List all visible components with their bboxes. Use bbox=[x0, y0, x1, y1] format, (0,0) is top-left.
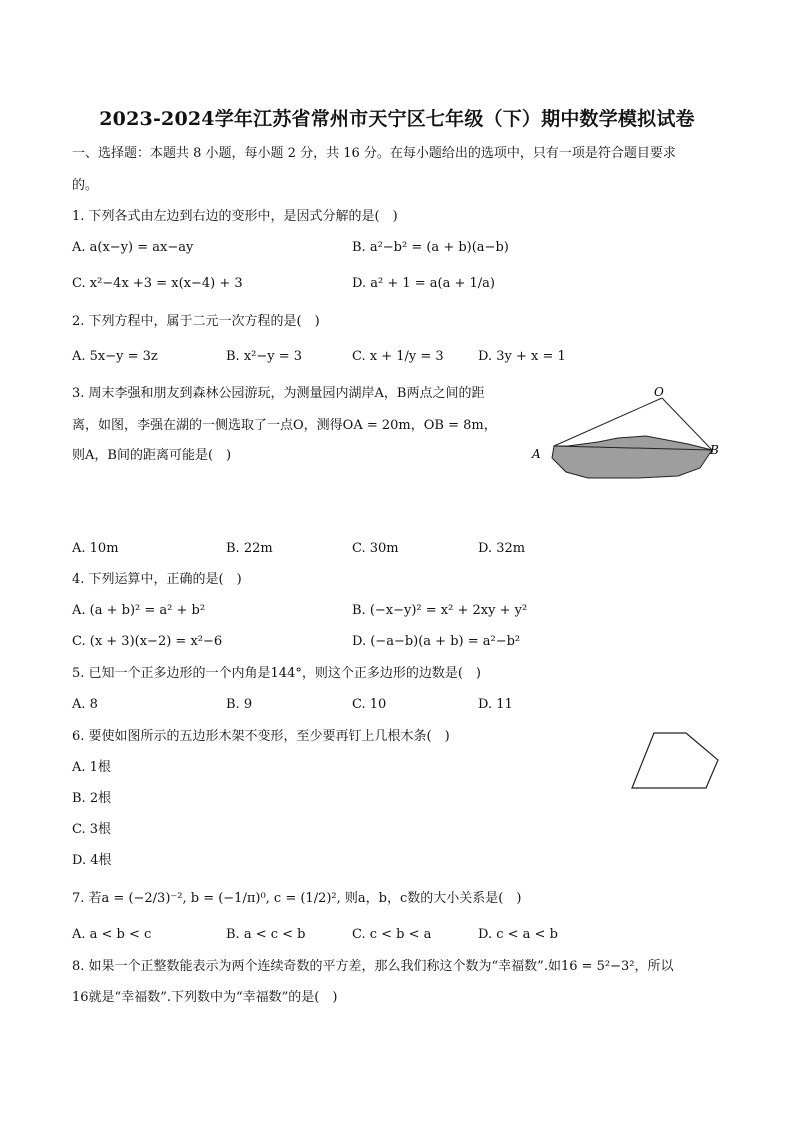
question-4-option-a: A. (a + b)² = a² + b² bbox=[72, 603, 206, 618]
question-6-option-d: D. 4根 bbox=[72, 853, 112, 868]
question-7-stem: 7. 若a = (−2/3)⁻², b = (−1/π)⁰, c = (1/2)², 则a，b，c数的大小关系是( ) bbox=[72, 891, 522, 906]
label-B: B bbox=[710, 443, 719, 457]
question-6-stem: 6. 要使如图所示的五边形木架不变形，至少要再钉上几根木条( ) bbox=[72, 729, 450, 744]
section-instructions: 一、选择题：本题共 8 小题，每小题 2 分，共 16 分。在每小题给出的选项中，只有一项是符合题目要求 bbox=[72, 146, 676, 161]
page-title: 2023-2024学年江苏省常州市天宁区七年级（下）期中数学模拟试卷 bbox=[99, 108, 695, 130]
question-3-option-d: D. 32m bbox=[478, 541, 526, 556]
pentagon-frame bbox=[632, 733, 718, 788]
question-7-option-a: A. a < b < c bbox=[72, 927, 152, 942]
question-1-option-b: B. a²−b² = (a + b)(a−b) bbox=[352, 240, 509, 255]
question-1-option-c: C. x²−4x +3 = x(x−4) + 3 bbox=[72, 276, 243, 291]
question-5-option-a: A. 8 bbox=[72, 697, 98, 712]
question-7-option-b: B. a < c < b bbox=[226, 927, 306, 942]
question-2-option-c: C. x + 1/y = 3 bbox=[352, 349, 444, 364]
question-6-option-c: C. 3根 bbox=[72, 822, 112, 837]
section-instructions-cont: 的。 bbox=[72, 178, 99, 193]
question-8-stem-line2: 16就是“幸福数”.下列数中为“幸福数”的是( ) bbox=[72, 990, 338, 1005]
question-1-option-a: A. a(x−y) = ax−ay bbox=[72, 240, 194, 255]
pentagon-figure bbox=[626, 728, 726, 794]
question-2-option-b: B. x²−y = 3 bbox=[226, 349, 303, 364]
question-6-option-a: A. 1根 bbox=[72, 760, 111, 775]
lake-figure bbox=[528, 382, 728, 482]
question-5-stem: 5. 已知一个正多边形的一个内角是144°，则这个正多边形的边数是( ) bbox=[72, 666, 481, 681]
question-2-option-a: A. 5x−y = 3z bbox=[72, 349, 158, 364]
question-5-option-c: C. 10 bbox=[352, 697, 387, 712]
question-4-option-b: B. (−x−y)² = x² + 2xy + y² bbox=[352, 603, 528, 618]
question-1-option-d: D. a² + 1 = a(a + 1/a) bbox=[352, 276, 495, 291]
question-2-option-d: D. 3y + x = 1 bbox=[478, 349, 566, 364]
question-6-option-b: B. 2根 bbox=[72, 791, 112, 806]
question-4-stem: 4. 下列运算中，正确的是( ) bbox=[72, 572, 242, 587]
question-1-stem: 1. 下列各式由左边到右边的变形中，是因式分解的是( ) bbox=[72, 209, 398, 224]
question-5-option-b: B. 9 bbox=[226, 697, 253, 712]
question-3-option-c: C. 30m bbox=[352, 541, 399, 556]
question-5-option-d: D. 11 bbox=[478, 697, 513, 712]
question-3-option-a: A. 10m bbox=[72, 541, 119, 556]
question-3-option-b: B. 22m bbox=[226, 541, 273, 556]
question-7-option-c: C. c < b < a bbox=[352, 927, 432, 942]
question-8-stem-line1: 8. 如果一个正整数能表示为两个连续奇数的平方差，那么我们称这个数为“幸福数”.如16 = 5²−3²，所以 bbox=[72, 959, 674, 974]
question-4-option-d: D. (−a−b)(a + b) = a²−b² bbox=[352, 634, 521, 649]
question-3-stem-line1: 3. 周末李强和朋友到森林公园游玩，为测量园内湖岸A，B两点之间的距 bbox=[72, 386, 485, 401]
label-A: A bbox=[532, 447, 541, 461]
question-3-stem-line3: 则A，B间的距离可能是( ) bbox=[72, 448, 232, 463]
question-2-stem: 2. 下列方程中，属于二元一次方程的是( ) bbox=[72, 314, 320, 329]
label-O: O bbox=[654, 385, 664, 399]
question-7-option-d: D. c < a < b bbox=[478, 927, 558, 942]
lake-shape bbox=[552, 436, 712, 478]
question-3-stem-line2: 离，如图，李强在湖的一侧选取了一点O，测得OA = 20m，OB = 8m， bbox=[72, 418, 497, 433]
question-4-option-c: C. (x + 3)(x−2) = x²−6 bbox=[72, 634, 223, 649]
